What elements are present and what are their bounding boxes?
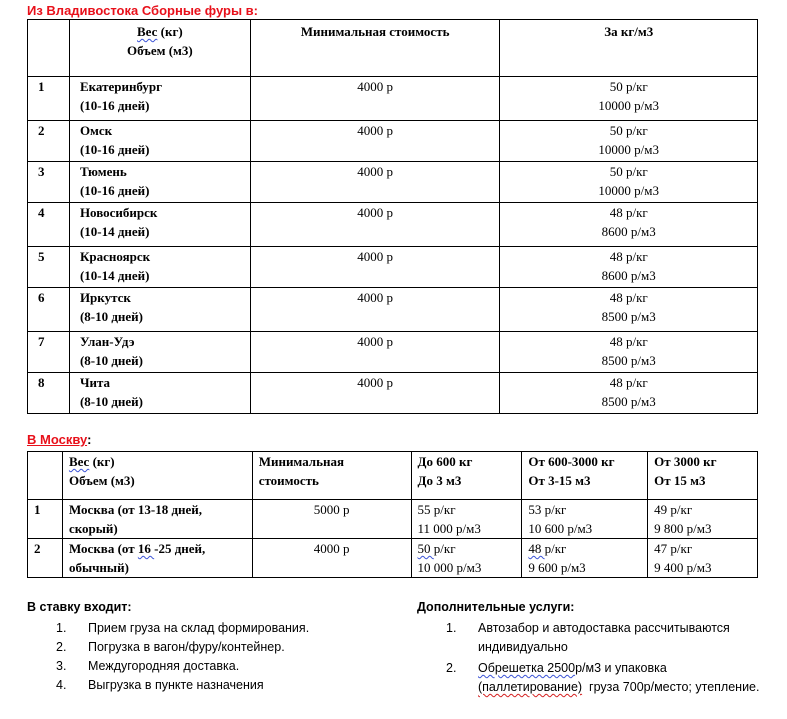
price-per-m3: 8600 р/м3 xyxy=(601,224,656,239)
row-city xyxy=(69,288,250,332)
row-city xyxy=(69,332,250,373)
price-per-kg: 48 р/кг xyxy=(609,375,648,390)
row-num: 4 xyxy=(28,203,70,247)
header-tier-2: От 600-3000 кг От 3-15 м3 xyxy=(522,452,648,500)
price-per-m3: 10000 р/м3 xyxy=(598,183,659,198)
row-min-cost: 4000 р xyxy=(250,332,500,373)
price-per-kg: 50 р/кг xyxy=(609,164,648,179)
table-row xyxy=(28,203,758,247)
city-name: Улан-Удэ xyxy=(79,334,135,349)
row-city xyxy=(69,373,250,414)
row-min-cost: 4000 р xyxy=(250,247,500,288)
extra-services-title: Дополнительные услуги: xyxy=(417,600,575,614)
header-min-cost: Минимальная стоимость xyxy=(252,452,411,500)
row-min-cost: 4000 р xyxy=(250,373,500,414)
city-name: Новосибирск xyxy=(79,205,158,220)
table-row xyxy=(28,288,758,332)
city-name: Иркутск xyxy=(79,290,131,305)
row-per-unit xyxy=(500,121,758,162)
price-per-kg: 48 р/кг xyxy=(609,290,648,305)
row-per-unit xyxy=(500,162,758,203)
header-volume-label: Объем (м3) xyxy=(68,473,135,488)
price-per-m3: 10000 р/м3 xyxy=(598,98,659,113)
table-header-row xyxy=(28,20,758,77)
table-row xyxy=(28,500,758,539)
city-name: Омск xyxy=(79,123,113,138)
row-tier-1: 50 р/кг 10 000 р/м3 xyxy=(411,539,522,578)
row-per-unit xyxy=(500,332,758,373)
table-row xyxy=(28,373,758,414)
vladivostok-rates-table xyxy=(27,19,758,414)
header-tier-1: До 600 кг До 3 м3 xyxy=(411,452,522,500)
header-weight-unit: (кг) xyxy=(157,24,183,39)
row-tier-1: 55 р/кг 11 000 р/м3 xyxy=(411,500,522,539)
header-weight-volume xyxy=(62,452,252,500)
row-tier-2: 48 р/кг 9 600 р/м3 xyxy=(522,539,648,578)
table-row xyxy=(28,247,758,288)
row-city xyxy=(69,203,250,247)
row-tier-3: 49 р/кг 9 800 р/м3 xyxy=(648,500,758,539)
row-city: Москва (от 13-18 дней, скорый) xyxy=(62,500,252,539)
list-item: 1. Автозабор и автодоставка рассчитываются индивидуально xyxy=(446,621,730,654)
row-city xyxy=(69,77,250,121)
city-name: Красноярск xyxy=(79,249,151,264)
list-item: 4. Выгрузка в пункте назначения xyxy=(56,678,264,692)
city-name: Екатеринбург xyxy=(79,79,163,94)
header-num xyxy=(28,452,63,500)
city-name: Тюмень xyxy=(79,164,127,179)
price-per-kg: 48 р/кг xyxy=(609,334,648,349)
row-num: 1 xyxy=(28,77,70,121)
row-per-unit xyxy=(500,247,758,288)
header-volume-label: Объем (м3) xyxy=(126,43,193,58)
row-num: 2 xyxy=(28,121,70,162)
price-per-kg: 48 р/кг xyxy=(609,205,648,220)
section2-title-colon: : xyxy=(87,432,92,447)
table-row xyxy=(28,539,758,578)
delivery-days: (10-16 дней) xyxy=(79,142,150,157)
row-num: 6 xyxy=(28,288,70,332)
included-title: В ставку входит: xyxy=(27,600,132,614)
row-per-unit xyxy=(500,288,758,332)
delivery-days: (8-10 дней) xyxy=(79,309,144,324)
table-row xyxy=(28,77,758,121)
included-list xyxy=(56,619,309,695)
section1-title: Из Владивостока Сборные фуры в: xyxy=(27,3,259,18)
row-num: 2 xyxy=(28,539,63,578)
extra-services-list xyxy=(446,619,759,697)
list-item: 2. Погрузка в вагон/фуру/контейнер. xyxy=(56,640,285,654)
row-tier-2: 53 р/кг 10 600 р/м3 xyxy=(522,500,648,539)
list-item: 3. Междугородняя доставка. xyxy=(56,659,240,673)
list-item: 2. Обрешетка 2500р/м3 и упаковка (паллетирование) груза 700р/место; утепление. xyxy=(446,661,760,694)
price-per-kg: 48 р/кг xyxy=(609,249,648,264)
table-row xyxy=(28,162,758,203)
list-item: 1. Прием груза на склад формирования. xyxy=(56,621,310,635)
row-num: 7 xyxy=(28,332,70,373)
section2-title xyxy=(27,432,91,447)
row-city xyxy=(69,121,250,162)
header-tier-3: От 3000 кг От 15 м3 xyxy=(648,452,758,500)
row-min-cost: 5000 р xyxy=(252,500,411,539)
row-city: Москва (от 16 -25 дней, обычный) xyxy=(62,539,252,578)
header-weight-label: Вес xyxy=(137,24,158,39)
row-per-unit xyxy=(500,203,758,247)
row-num: 3 xyxy=(28,162,70,203)
delivery-days: (10-14 дней) xyxy=(79,268,150,283)
price-per-m3: 8500 р/м3 xyxy=(601,353,656,368)
delivery-days: (10-16 дней) xyxy=(79,98,150,113)
header-weight-label: Вес xyxy=(68,454,90,469)
row-city xyxy=(69,162,250,203)
delivery-days: (10-14 дней) xyxy=(79,224,150,239)
header-weight-unit: (кг) xyxy=(89,454,115,469)
row-min-cost: 4000 р xyxy=(250,203,500,247)
price-per-m3: 8600 р/м3 xyxy=(601,268,656,283)
header-weight-volume xyxy=(69,20,250,77)
table-row xyxy=(28,121,758,162)
row-per-unit xyxy=(500,373,758,414)
price-per-kg: 50 р/кг xyxy=(609,123,648,138)
row-tier-3: 47 р/кг 9 400 р/м3 xyxy=(648,539,758,578)
row-min-cost: 4000 р xyxy=(250,162,500,203)
row-num: 1 xyxy=(28,500,63,539)
header-min-cost: Минимальная стоимость xyxy=(250,20,500,77)
row-min-cost: 4000 р xyxy=(250,77,500,121)
header-per-unit: За кг/м3 xyxy=(500,20,758,77)
price-per-m3: 8500 р/м3 xyxy=(601,394,656,409)
table-header-row xyxy=(28,452,758,500)
section2-title-text: В Москву xyxy=(27,432,88,447)
header-num xyxy=(28,20,70,77)
price-per-kg: 50 р/кг xyxy=(609,79,648,94)
city-name: Чита xyxy=(79,375,111,390)
row-num: 8 xyxy=(28,373,70,414)
delivery-days: (10-16 дней) xyxy=(79,183,150,198)
row-min-cost: 4000 р xyxy=(252,539,411,578)
delivery-days: (8-10 дней) xyxy=(79,394,144,409)
row-min-cost: 4000 р xyxy=(250,288,500,332)
price-per-m3: 10000 р/м3 xyxy=(598,142,659,157)
moscow-rates-table xyxy=(27,451,758,578)
delivery-days: (8-10 дней) xyxy=(79,353,144,368)
row-num: 5 xyxy=(28,247,70,288)
row-city xyxy=(69,247,250,288)
table-row xyxy=(28,332,758,373)
row-min-cost: 4000 р xyxy=(250,121,500,162)
row-per-unit xyxy=(500,77,758,121)
price-per-m3: 8500 р/м3 xyxy=(601,309,656,324)
